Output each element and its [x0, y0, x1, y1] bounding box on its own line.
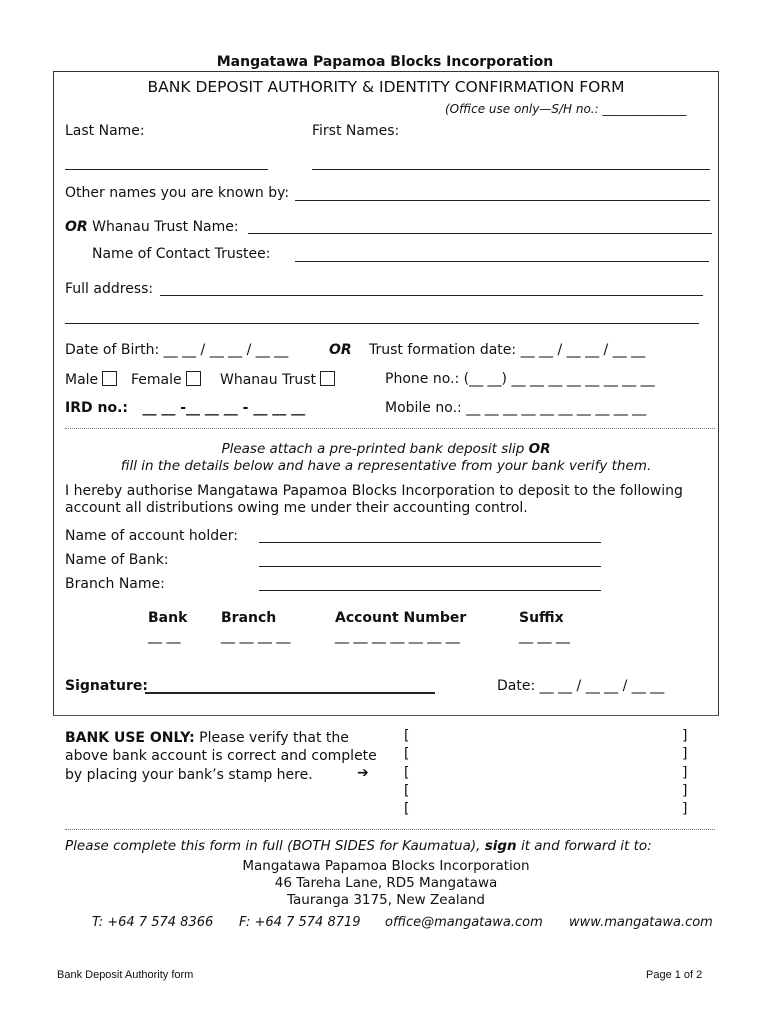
last-name-label: Last Name:: [65, 123, 145, 139]
ird-field[interactable]: __ __ -__ __ __ - __ __ __: [142, 400, 306, 416]
page-footer-title: Bank Deposit Authority form: [57, 969, 194, 981]
attach-instruction-line-2: fill in the details below and have a representative from your bank verify them.: [120, 458, 652, 474]
contact-trustee-label: Name of Contact Trustee:: [92, 246, 271, 262]
whanau-trust-label: Whanau Trust: [220, 372, 316, 388]
account-number-field[interactable]: __ __ __ __ __ __ __: [335, 628, 460, 644]
col-suffix-label: Suffix: [519, 610, 564, 626]
form-title: BANK DEPOSIT AUTHORITY & IDENTITY CONFIRMATION FORM: [147, 78, 625, 96]
arrow-right-icon: ➔: [357, 765, 369, 781]
suffix-field[interactable]: __ __ __: [519, 628, 570, 644]
branch-name-label: Branch Name:: [65, 576, 165, 592]
address-line-1-field[interactable]: [160, 295, 703, 296]
bank-name-label: Name of Bank:: [65, 552, 169, 568]
address-line-2-field[interactable]: [65, 323, 699, 324]
bracket-open: [: [404, 728, 410, 744]
trust-formation-label: Trust formation date:: [369, 342, 517, 358]
col-branch-label: Branch: [221, 610, 277, 626]
form-left-border: [53, 71, 54, 716]
branch-name-field[interactable]: [259, 590, 601, 591]
other-names-field[interactable]: [295, 200, 710, 201]
form-bottom-rule: [53, 715, 719, 716]
bracket-close: ]: [682, 783, 688, 799]
section-divider: [65, 428, 715, 429]
other-names-label: Other names you are known by:: [65, 185, 290, 201]
first-names-field[interactable]: [312, 169, 710, 170]
mobile-field[interactable]: __ __ __ __ __ __ __ __ __ __: [466, 400, 647, 416]
header-top-rule: [53, 71, 719, 72]
telephone: T: +64 7 574 8366: [92, 915, 214, 930]
whanau-trust-name-field[interactable]: [248, 233, 712, 234]
bracket-close: ]: [682, 746, 688, 762]
bank-use-line-3: by placing your bank’s stamp here.: [65, 767, 313, 783]
account-holder-label: Name of account holder:: [65, 528, 238, 544]
full-address-label: Full address:: [65, 281, 154, 297]
office-use-field[interactable]: (Office use only—S/H no.: ______________: [445, 102, 687, 116]
whanau-trust-name-label: Whanau Trust Name:: [92, 219, 239, 235]
male-label: Male: [65, 372, 99, 388]
female-label: Female: [131, 372, 182, 388]
or-label-2: OR: [329, 342, 352, 358]
last-name-field[interactable]: [65, 169, 268, 170]
mobile-label: Mobile no.:: [385, 400, 462, 416]
branch-code-field[interactable]: __ __ __ __: [221, 628, 291, 644]
page-number: Page 1 of 2: [646, 969, 703, 981]
female-checkbox[interactable]: [186, 371, 201, 386]
bank-use-line-1: BANK USE ONLY: Please verify that the: [65, 730, 349, 746]
signature-date-label: Date:: [497, 678, 536, 694]
footer-divider: [65, 829, 715, 830]
bank-use-line-2: above bank account is correct and complete: [65, 748, 377, 764]
address-city: Tauranga 3175, New Zealand: [286, 892, 485, 908]
col-account-label: Account Number: [335, 610, 467, 626]
address-org: Mangatawa Papamoa Blocks Incorporation: [242, 858, 530, 874]
bracket-open: [: [404, 746, 410, 762]
bracket-open: [: [404, 765, 410, 781]
website-link[interactable]: www.mangatawa.com: [569, 915, 713, 930]
bracket-close: ]: [682, 801, 688, 817]
authorise-line-1: I hereby authorise Mangatawa Papamoa Blocks Incorporation to deposit to the following: [65, 483, 683, 499]
whanau-trust-checkbox[interactable]: [320, 371, 335, 386]
bank-name-field[interactable]: [259, 566, 601, 567]
signature-label: Signature:: [65, 678, 148, 694]
dob-field[interactable]: __ __ / __ __ / __ __: [163, 342, 289, 358]
dob-label: Date of Birth:: [65, 342, 160, 358]
authorise-line-2: account all distributions owing me under their accounting control.: [65, 500, 528, 516]
bracket-close: ]: [682, 765, 688, 781]
or-label: OR: [65, 219, 88, 235]
signature-date-field[interactable]: __ __ / __ __ / __ __: [539, 678, 665, 694]
bracket-close: ]: [682, 728, 688, 744]
account-holder-field[interactable]: [259, 542, 601, 543]
email-link[interactable]: office@mangatawa.com: [385, 915, 543, 930]
organisation-name: Mangatawa Papamoa Blocks Incorporation: [216, 54, 554, 70]
phone-label: Phone no.:: [385, 371, 460, 387]
forward-instruction: Please complete this form in full (BOTH SIDES for Kaumatua), sign it and forward it to:: [65, 838, 652, 854]
ird-label: IRD no.:: [65, 400, 128, 416]
trust-formation-field[interactable]: __ __ / __ __ / __ __: [520, 342, 646, 358]
address-street: 46 Tareha Lane, RD5 Mangatawa: [274, 875, 498, 891]
phone-field[interactable]: (__ __) __ __ __ __ __ __ __ __: [463, 371, 655, 387]
form-right-border: [718, 71, 719, 716]
contact-trustee-field[interactable]: [295, 261, 709, 262]
col-bank-label: Bank: [148, 610, 188, 626]
male-checkbox[interactable]: [102, 371, 117, 386]
signature-field[interactable]: [145, 692, 435, 694]
bank-stamp-area[interactable]: [404, 728, 694, 820]
first-names-label: First Names:: [312, 123, 400, 139]
fax: F: +64 7 574 8719: [239, 915, 361, 930]
attach-instruction-line-1: Please attach a pre-printed bank deposit slip OR: [221, 441, 551, 457]
bracket-open: [: [404, 783, 410, 799]
bank-code-field[interactable]: __ __: [148, 628, 181, 644]
bracket-open: [: [404, 801, 410, 817]
